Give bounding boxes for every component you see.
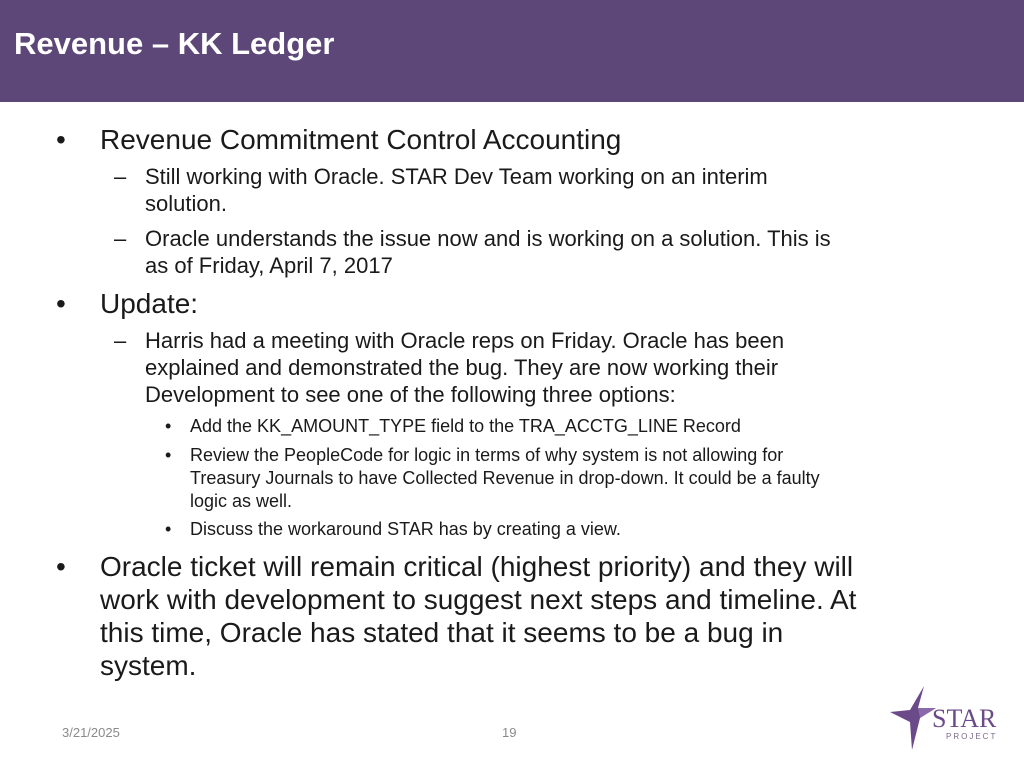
option-review-peoplecode-3: logic as well.: [190, 491, 293, 511]
footer-date: 3/21/2025: [62, 725, 120, 740]
subbullet-harris-1: Harris had a meeting with Oracle reps on Friday. Oracle has been: [145, 328, 785, 353]
subbullet-still-working-2: solution.: [145, 191, 227, 216]
bullet-oracle-ticket-2: work with development to suggest next steps and timeline. At: [100, 584, 857, 615]
subbullet-harris-2: explained and demonstrated the bug. They are now working their: [145, 355, 779, 380]
logo-subtext: PROJECT: [946, 732, 998, 741]
subbullet-still-working-1: Still working with Oracle. STAR Dev Team working on an interim: [145, 164, 768, 189]
bullet-marker: •: [56, 551, 66, 582]
option-review-peoplecode-2: Treasury Journals to have Collected Revenue in drop-down. It could be a faulty: [190, 468, 820, 488]
bullet-marker: •: [165, 445, 172, 465]
option-discuss-workaround: Discuss the workaround STAR has by creating a view.: [190, 519, 621, 539]
bullet-oracle-ticket-3: this time, Oracle has stated that it seems to be a bug in: [100, 617, 784, 648]
star-project-logo: [884, 682, 1004, 754]
dash-marker: –: [114, 164, 127, 189]
subbullet-oracle-understands-2: as of Friday, April 7, 2017: [145, 253, 393, 278]
bullet-update: Update:: [100, 288, 199, 319]
option-add-field: Add the KK_AMOUNT_TYPE field to the TRA_ACCTG_LINE Record: [190, 416, 741, 436]
logo-text: STAR: [932, 704, 997, 733]
bullet-marker: •: [56, 124, 66, 155]
bullet-marker: •: [165, 519, 172, 539]
bullet-marker: •: [56, 288, 66, 319]
bullet-marker: •: [165, 416, 172, 436]
option-review-peoplecode-1: Review the PeopleCode for logic in terms of why system is not allowing for: [190, 445, 784, 465]
bullet-oracle-ticket-1: Oracle ticket will remain critical (highest priority) and they will: [100, 551, 854, 582]
slide-title: Revenue – KK Ledger: [14, 26, 335, 61]
page-number: 19: [502, 725, 517, 740]
bullet-revenue-commitment: Revenue Commitment Control Accounting: [100, 124, 622, 155]
bullet-oracle-ticket-4: system.: [100, 650, 197, 681]
subbullet-oracle-understands-1: Oracle understands the issue now and is working on a solution. This is: [145, 226, 831, 251]
subbullet-harris-3: Development to see one of the following three options:: [145, 382, 676, 407]
dash-marker: –: [114, 226, 127, 251]
dash-marker: –: [114, 328, 127, 353]
